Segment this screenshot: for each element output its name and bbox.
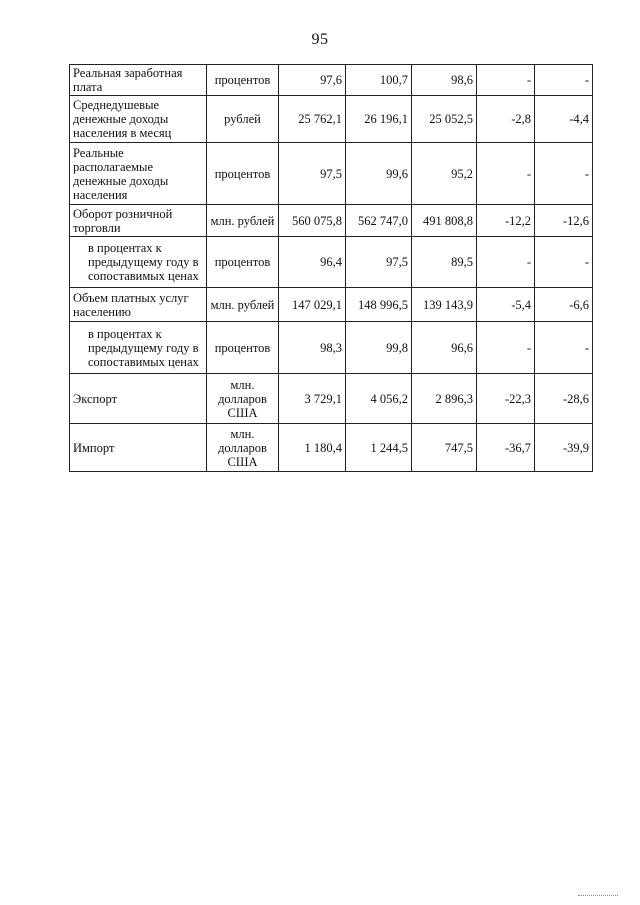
row-label: Среднедушевые денежные доходы населения в месяц [70, 96, 207, 143]
unit-cell: млн. долларов США [207, 424, 279, 472]
value-cell: 100,7 [346, 65, 412, 96]
value-cell: - [535, 143, 593, 205]
table-row [70, 288, 593, 322]
row-label: Объем платных услуг населению [70, 288, 207, 322]
value-cell: 3 729,1 [279, 374, 346, 424]
row-label: Реальная заработная плата [70, 65, 207, 96]
value-cell: 98,3 [279, 322, 346, 374]
footer-dotted-line [578, 895, 618, 897]
value-cell: -4,4 [535, 96, 593, 143]
unit-cell: млн. рублей [207, 288, 279, 322]
row-label: в процентах к предыдущему году в сопоставимых ценах [70, 322, 207, 374]
value-cell: - [535, 65, 593, 96]
value-cell: 1 244,5 [346, 424, 412, 472]
value-cell: 2 896,3 [412, 374, 477, 424]
value-cell: 97,5 [279, 143, 346, 205]
value-cell: 95,2 [412, 143, 477, 205]
table-row [70, 424, 593, 472]
value-cell: -5,4 [477, 288, 535, 322]
value-cell: -36,7 [477, 424, 535, 472]
row-label: Оборот розничной торговли [70, 205, 207, 237]
table-row [70, 96, 593, 143]
value-cell: 99,6 [346, 143, 412, 205]
value-cell: 562 747,0 [346, 205, 412, 237]
value-cell: 99,8 [346, 322, 412, 374]
table-row [70, 205, 593, 237]
value-cell: 491 808,8 [412, 205, 477, 237]
value-cell: - [477, 237, 535, 288]
value-cell: 147 029,1 [279, 288, 346, 322]
value-cell: -6,6 [535, 288, 593, 322]
unit-cell: процентов [207, 65, 279, 96]
indicators-table [69, 64, 593, 472]
value-cell: 26 196,1 [346, 96, 412, 143]
value-cell: - [477, 65, 535, 96]
unit-cell: млн. долларов США [207, 374, 279, 424]
value-cell: 97,5 [346, 237, 412, 288]
value-cell: -28,6 [535, 374, 593, 424]
table-row [70, 322, 593, 374]
page-number: 95 [311, 31, 329, 48]
value-cell: 4 056,2 [346, 374, 412, 424]
value-cell: 1 180,4 [279, 424, 346, 472]
unit-cell: млн. рублей [207, 205, 279, 237]
row-label: Реальные располагаемые денежные доходы населения [70, 143, 207, 205]
row-label: Импорт [70, 424, 207, 472]
value-cell: 25 052,5 [412, 96, 477, 143]
unit-cell: процентов [207, 322, 279, 374]
value-cell: 560 075,8 [279, 205, 346, 237]
value-cell: -22,3 [477, 374, 535, 424]
table-row [70, 65, 593, 96]
table-row [70, 143, 593, 205]
table-row [70, 374, 593, 424]
row-label: в процентах к предыдущему году в сопоставимых ценах [70, 237, 207, 288]
value-cell: - [535, 237, 593, 288]
value-cell: 25 762,1 [279, 96, 346, 143]
value-cell: 148 996,5 [346, 288, 412, 322]
value-cell: 96,6 [412, 322, 477, 374]
value-cell: - [535, 322, 593, 374]
value-cell: 96,4 [279, 237, 346, 288]
unit-cell: процентов [207, 143, 279, 205]
value-cell: - [477, 322, 535, 374]
unit-cell: процентов [207, 237, 279, 288]
value-cell: -12,2 [477, 205, 535, 237]
value-cell: 747,5 [412, 424, 477, 472]
value-cell: 98,6 [412, 65, 477, 96]
value-cell: -39,9 [535, 424, 593, 472]
value-cell: 139 143,9 [412, 288, 477, 322]
value-cell: -12,6 [535, 205, 593, 237]
value-cell: 97,6 [279, 65, 346, 96]
table-body [70, 65, 593, 472]
table-row [70, 237, 593, 288]
unit-cell: рублей [207, 96, 279, 143]
value-cell: -2,8 [477, 96, 535, 143]
row-label: Экспорт [70, 374, 207, 424]
value-cell: - [477, 143, 535, 205]
value-cell: 89,5 [412, 237, 477, 288]
